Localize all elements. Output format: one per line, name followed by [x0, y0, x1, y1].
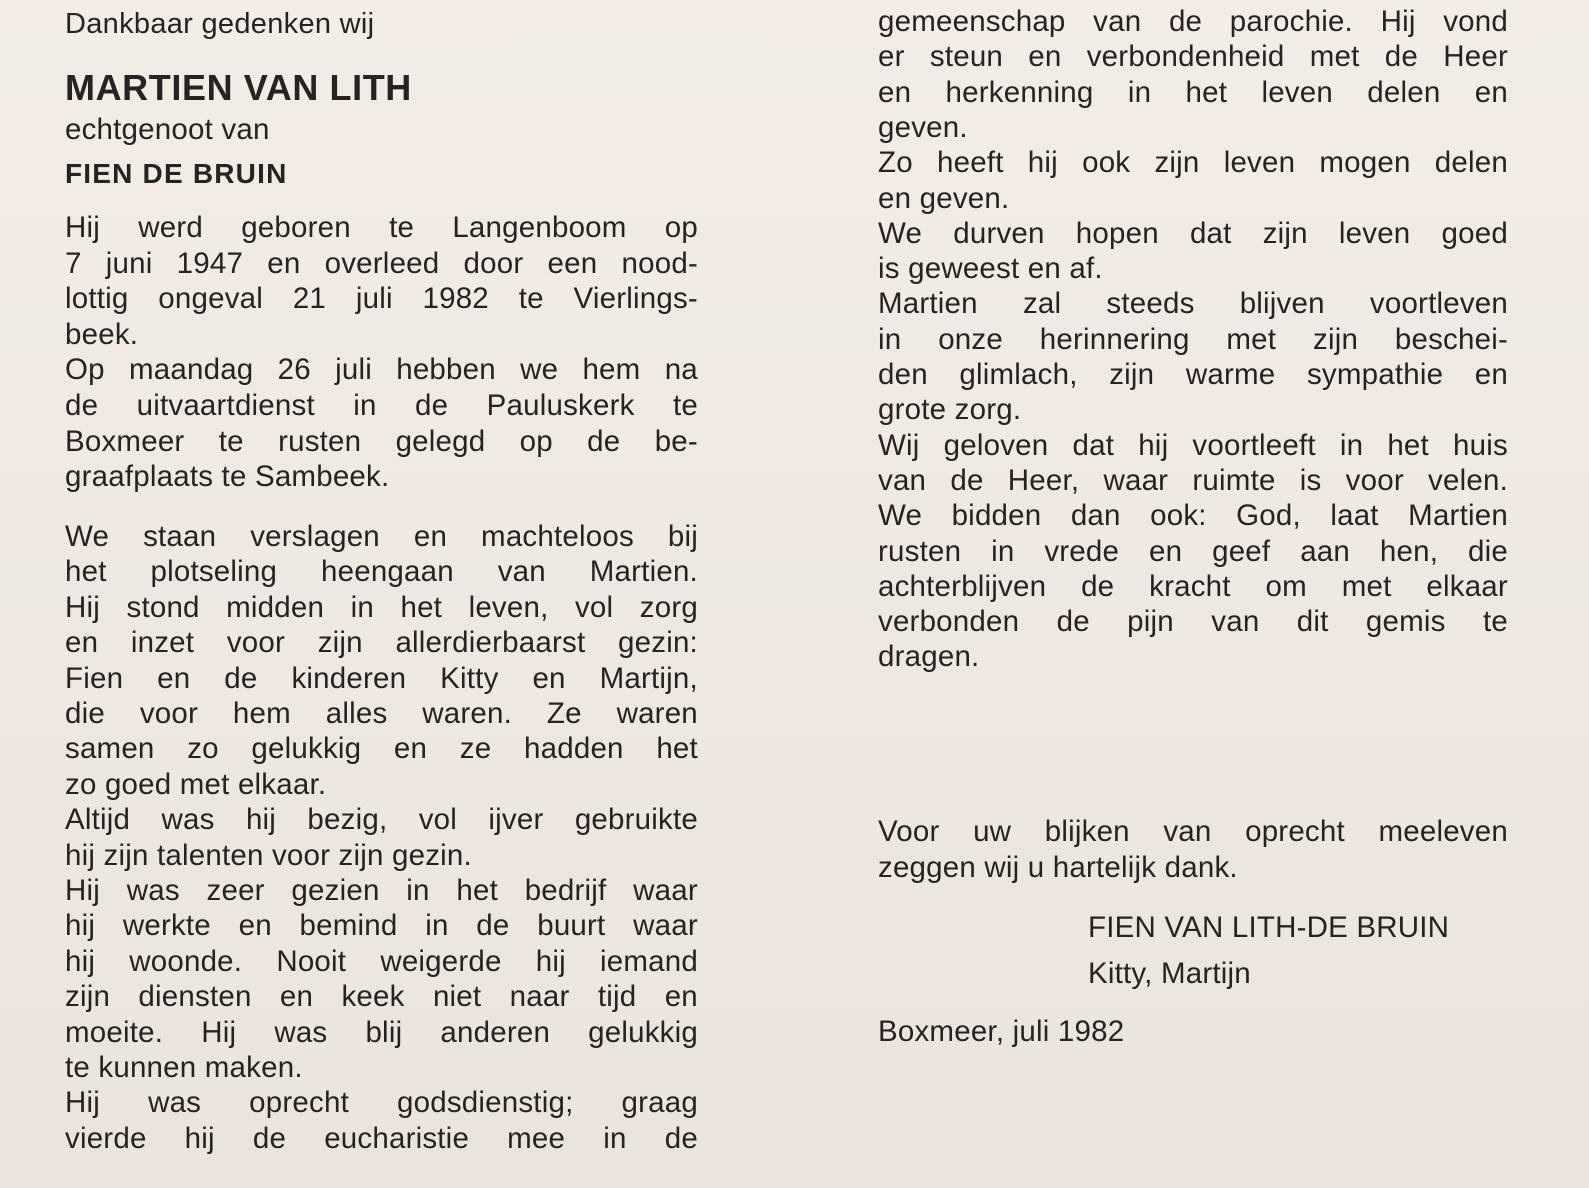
text-line: geven.	[878, 110, 968, 144]
text-line: Hij was zeer gezien in het bedrijf waar	[65, 874, 698, 907]
text-line: hij woonde. Nooit weigerde hij iemand	[65, 944, 698, 978]
text-line: hij zijn talenten voor zijn gezin.	[65, 838, 472, 872]
text-line: samen zo gelukkig en ze hadden het	[65, 732, 698, 766]
text-line: en inzet voor zijn allerdierbaarst gezin:	[65, 626, 698, 660]
text-line: Boxmeer te rusten gelegd op de be-	[65, 424, 698, 458]
text-line: te kunnen maken.	[65, 1051, 303, 1084]
text-line: gemeenschap van de parochie. Hij vond	[878, 5, 1508, 38]
place-date: Boxmeer, juli 1982	[878, 1015, 1125, 1048]
text-line: en herkenning in het leven delen en	[878, 75, 1508, 109]
text-line: Hij was oprecht godsdienstig; graag	[65, 1086, 698, 1120]
text-line: van de Heer, waar ruimte is voor velen.	[878, 463, 1508, 497]
text-line: er steun en verbondenheid met de Heer	[878, 40, 1508, 74]
relation-text: echtgenoot van	[65, 113, 270, 146]
text-line: Wij geloven dat hij voortleeft in het huis	[878, 428, 1508, 462]
text-line: We staan verslagen en machteloos bij	[65, 520, 698, 553]
deceased-name: MARTIEN VAN LITH	[65, 67, 412, 108]
text-line: graafplaats te Sambeek.	[65, 460, 390, 494]
text-line: vierde hij de eucharistie mee in de	[65, 1121, 698, 1155]
text-line: de uitvaartdienst in de Pauluskerk te	[65, 389, 698, 422]
text-line: in onze herinnering met zijn beschei-	[878, 322, 1508, 356]
text-line: moeite. Hij was blij anderen gelukkig	[65, 1015, 698, 1049]
intro-text: Dankbaar gedenken wij	[65, 8, 375, 40]
text-line: lottig ongeval 21 juli 1982 te Vierlings-	[65, 282, 698, 316]
text-line: den glimlach, zijn warme sympathie en	[878, 358, 1508, 391]
signature-children: Kitty, Martijn	[1088, 957, 1251, 990]
text-line: grote zorg.	[878, 393, 1022, 427]
text-line: Fien en de kinderen Kitty en Martijn,	[65, 661, 698, 695]
text-line: zo goed met elkaar.	[65, 767, 327, 801]
text-line: is geweest en af.	[878, 252, 1103, 286]
text-line: We bidden dan ook: God, laat Martien	[878, 499, 1508, 533]
text-line: Altijd was hij bezig, vol ijver gebruikte	[65, 803, 698, 837]
text-line: zeggen wij u hartelijk dank.	[878, 851, 1238, 884]
text-line: 7 juni 1947 en overleed door een nood-	[65, 246, 698, 280]
text-line: het plotseling heengaan van Martien.	[65, 555, 698, 589]
text-line: We durven hopen dat zijn leven goed	[878, 216, 1508, 250]
text-line: dragen.	[878, 640, 980, 674]
text-line: en geven.	[878, 181, 1010, 215]
text-line: verbonden de pijn van dit gemis te	[878, 605, 1508, 639]
text-line: Hij werd geboren te Langenboom op	[65, 211, 698, 244]
text-line: Martien zal steeds blijven voortleven	[878, 287, 1508, 321]
text-line: Hij stond midden in het leven, vol zorg	[65, 590, 698, 624]
text-line: Op maandag 26 juli hebben we hem na	[65, 353, 698, 387]
text-line: zijn diensten en keek niet naar tijd en	[65, 980, 698, 1014]
text-line: rusten in vrede en geef aan hen, die	[878, 534, 1508, 568]
signature-widow: FIEN VAN LITH-DE BRUIN	[1088, 911, 1450, 944]
text-line: die voor hem alles waren. Ze waren	[65, 697, 698, 730]
text-line: achterblijven de kracht om met elkaar	[878, 569, 1508, 603]
text-line: hij werkte en bemind in de buurt waar	[65, 909, 698, 943]
text-line: beek.	[65, 317, 139, 351]
spouse-name: FIEN DE BRUIN	[65, 158, 288, 189]
text-line: Zo heeft hij ook zijn leven mogen delen	[878, 146, 1508, 180]
text-line: Voor uw blijken van oprecht meeleven	[878, 815, 1508, 848]
